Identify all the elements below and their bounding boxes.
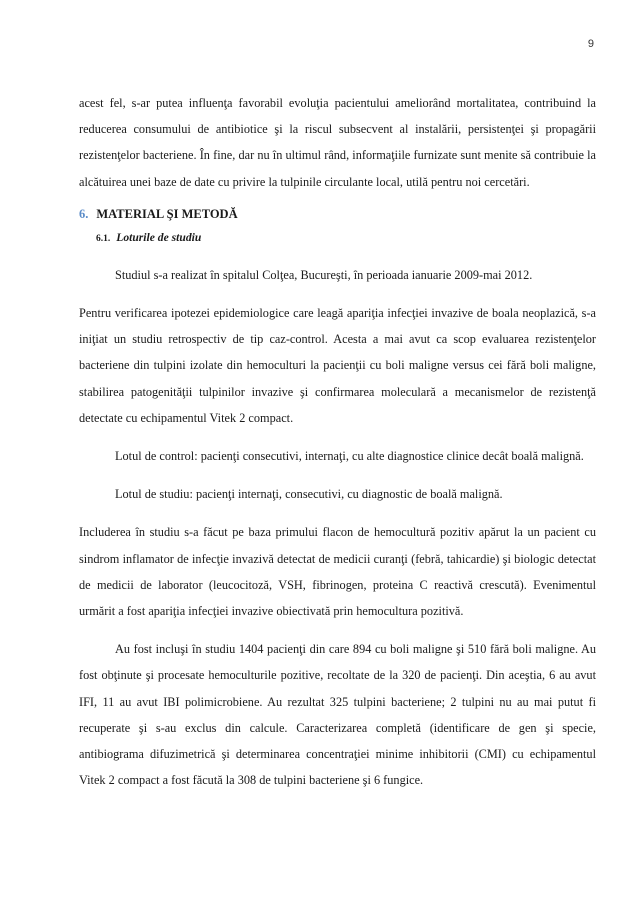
study-design-paragraph: Pentru verificarea ipotezei epidemiologice care leagă apariţia infecţiei invazive de boala neoplazică, s-a iniţiat un studiu retrospectiv de tip caz-control. Acesta a mai avut ca scop evaluarea rezistenţelor bacteriene din tulpini izolate din hemoculturi la pacienţii cu boli maligne versus cei fără boli maligne, stabilirea patogenităţii tulpinilor invazive şi confirmarea moleculară a mecanismelor de rezistenţă detectate cu echipamentul Vitek 2 compact. <box>79 306 596 425</box>
intro-paragraph: acest fel, s-ar putea influenţa favorabil evoluţia pacientului ameliorând mortalitatea, contribuind la reducerea consumului de antibiotice şi la riscul subsecvent al instalării, persistenţei şi propagării rezistenţelor bacteriene. În fine, dar nu în ultimul rând, informaţiile furnizate sunt menite să contribuie la alcătuirea unei baze de date cu privire la tulpinile circulante local, utilă pentru noi cercetări. <box>79 96 596 189</box>
section-number: 6. <box>79 206 89 221</box>
subsection-heading <box>79 227 596 250</box>
subsection-title: Loturile de studiu <box>116 230 202 244</box>
subsection-number: 6.1. <box>96 233 111 244</box>
inclusion-criteria-paragraph: Includerea în studiu s-a făcut pe baza primului flacon de hemocultură pozitiv apărut la un pacient cu sindrom inflamator de infecţie invazivă detectat de medicii curanţi (febră, tahicardie) şi biologic detectat de medicii de laborator (leucocitoză, VSH, fibrinogen, proteina C reactivă crescută). Evenimentul urmărit a fost apariţia infecţiei invazive obiectivată prin hemocultura pozitivă. <box>79 525 596 619</box>
page-number: 9 <box>587 38 594 50</box>
study-location-paragraph: Studiul s-a realizat în spitalul Colţea, Bucureşti, în perioada ianuarie 2009-mai 2012. <box>115 267 533 282</box>
study-group-paragraph: Lotul de studiu: pacienţi internaţi, consecutivi, cu diagnostic de boală malignă. <box>115 487 503 502</box>
control-group-paragraph: Lotul de control: pacienţi consecutivi, internaţi, cu alte diagnostice clinice decât boală malignă. <box>115 449 584 464</box>
section-heading <box>79 203 596 225</box>
section-title: MATERIAL ŞI METODĂ <box>96 206 238 221</box>
page-content <box>79 90 596 793</box>
patients-included-paragraph: Au fost incluşi în studiu 1404 pacienţi din care 894 cu boli maligne şi 510 fără boli maligne. Au fost obţinute şi procesate hemoculturile pozitive, recoltate de la 320 de pacienţi. Din aceştia, 6 au avut IFI, 11 au avut IBI polimicrobiene. Au rezultat 325 tulpini bacteriene; 2 tulpini nu au mai putut fi recuperate şi s-au exclus din calcule. Caracterizarea completă (identificare de gen şi specie, antibiograma difuzimetrică şi determinarea concentraţiei minime inhibitorii (CMI) cu echipamentul Vitek 2 compact a fost făcută la 308 de tulpini bacteriene şi 6 fungice. <box>79 642 596 788</box>
